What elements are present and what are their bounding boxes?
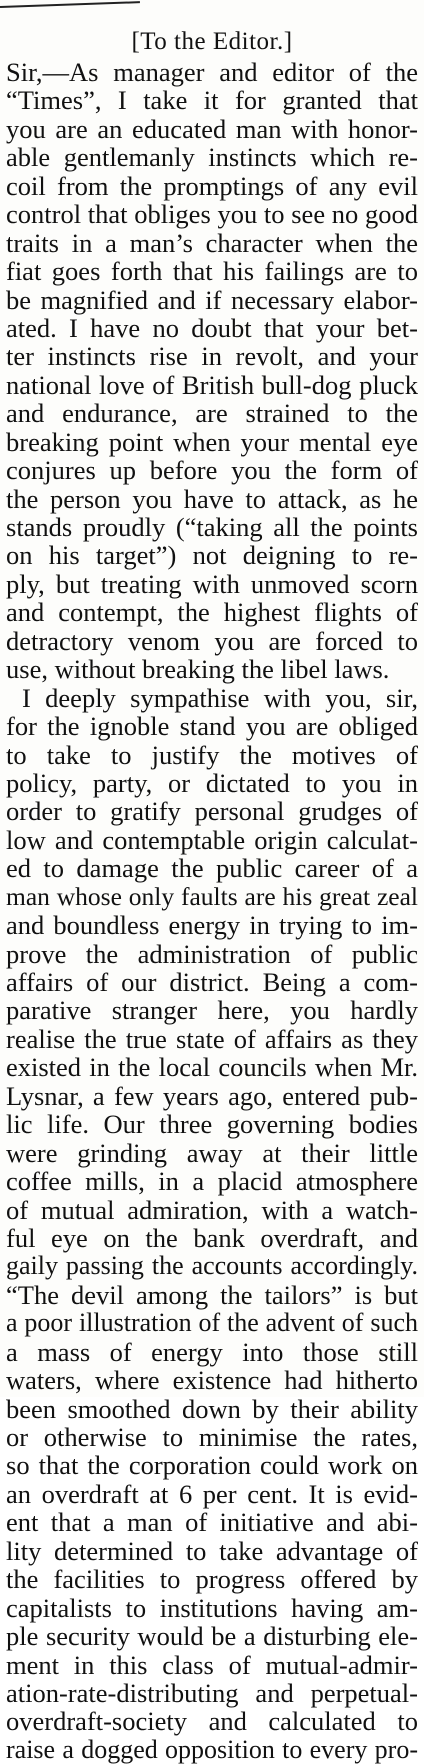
letter-line: and endurance, are strained to the (6, 398, 418, 429)
letter-line: lic life. Our three governing bodies (6, 1109, 418, 1140)
letter-line: or otherwise to minimise the rates, (6, 1422, 418, 1452)
letter-line: breaking point when your mental eye (6, 426, 418, 457)
letter-line: ed to damage the public career of a (6, 853, 418, 884)
letter-line: of mutual admiration, with a watch- (6, 1194, 418, 1225)
column-rule (0, 1, 140, 8)
letter-line: the facilities to progress offered by (6, 1564, 418, 1595)
letter-line: low and contemptable origin calculat- (6, 824, 418, 855)
letter-line: waters, where existence had hitherto (6, 1365, 418, 1396)
letter-line: control that obliges you to see no good (6, 199, 418, 230)
letter-line: an overdraft at 6 per cent. It is evid- (6, 1478, 418, 1509)
letter-line: on his target”) not deigning to re- (6, 540, 418, 571)
letter-line: ful eye on the bank overdraft, and (6, 1222, 418, 1253)
letter-line: ent that a man of initiative and abi- (6, 1507, 418, 1538)
letter-line: “The devil among the tailors” is but (6, 1279, 418, 1310)
letter-line: be magnified and if necessary elabor- (6, 284, 418, 315)
letter-line: and boundless energy in trying to im- (6, 910, 418, 941)
letter-line: ation-rate-distributing and perpetual- (6, 1677, 418, 1708)
letter-line: realise the true state of affairs as they (6, 1023, 418, 1054)
letter-line: raise a dogged opposition to every pro- (6, 1734, 418, 1764)
letter-line: I deeply sympathise with you, sir, (22, 682, 418, 713)
letter-line: national love of British bull-dog pluck (6, 369, 418, 400)
letter-line: gaily passing the accounts accordingly. (6, 1251, 418, 1281)
letter-line: Sir,—As manager and editor of the (6, 57, 418, 87)
letter-line: traits in a man’s character when the (6, 227, 418, 258)
letter-line: use, without breaking the libel laws. (6, 654, 390, 685)
letter-line: Lysnar, a few years ago, entered pub- (6, 1080, 418, 1111)
letter-line: “Times”, I take it for granted that (6, 85, 418, 116)
letter-body (6, 58, 418, 1764)
letter-line: able gentlemanly instincts which re- (6, 142, 418, 173)
letter-line: to take to justify the motives of (6, 739, 418, 770)
letter-line: for the ignoble stand you are obliged (6, 711, 418, 742)
letter-line: stands proudly (“taking all the points (6, 512, 418, 542)
letter-line: been smoothed down by their ability (6, 1393, 418, 1424)
letter-line: conjures up before you the form of (6, 455, 418, 486)
letter-line: ment in this class of mutual-admir- (6, 1649, 418, 1680)
letter-line: ated. I have no doubt that your bet- (6, 312, 418, 343)
letter-line: and contempt, the highest flights of (6, 597, 418, 628)
letter-line: policy, party, or dictated to you in (6, 767, 418, 798)
letter-line: capitalists to institutions having am- (6, 1592, 418, 1623)
letter-line: fiat goes forth that his failings are to (6, 256, 418, 287)
letter-line: coffee mills, in a placid atmosphere (6, 1166, 418, 1197)
letter-line: order to gratify personal grudges of (6, 796, 418, 827)
letter-line: so that the corporation could work on (6, 1450, 418, 1481)
letter-line: prove the administration of public (6, 938, 418, 969)
letter-line: overdraft-society and calculated to (6, 1706, 418, 1737)
letter-line: existed in the local councils when Mr. (6, 1052, 418, 1083)
letter-line: coil from the promptings of any evil (6, 170, 418, 201)
letter-line: lity determined to take advantage of (6, 1535, 418, 1566)
letter-line: detractory venom you are forced to (6, 625, 418, 656)
letter-line: man whose only faults are his great zeal (6, 881, 418, 911)
letter-line: a mass of energy into those still (6, 1336, 418, 1367)
letter-line: ter instincts rise in revolt, and your (6, 341, 418, 372)
letter-line: ply, but treating with unmoved scorn (6, 568, 418, 599)
letter-line: the person you have to attack, as he (6, 483, 418, 514)
letter-line: you are an educated man with honor- (6, 113, 418, 144)
letter-line: affairs of our district. Being a com- (6, 967, 418, 997)
letter-line: ple security would be a disturbing ele- (6, 1621, 418, 1652)
letter-line: were grinding away at their little (6, 1137, 418, 1168)
letter-heading: [To the Editor.] (131, 28, 293, 55)
letter-line: a poor illustration of the advent of such (6, 1308, 418, 1338)
letter-line: parative stranger here, you hardly (6, 995, 418, 1026)
